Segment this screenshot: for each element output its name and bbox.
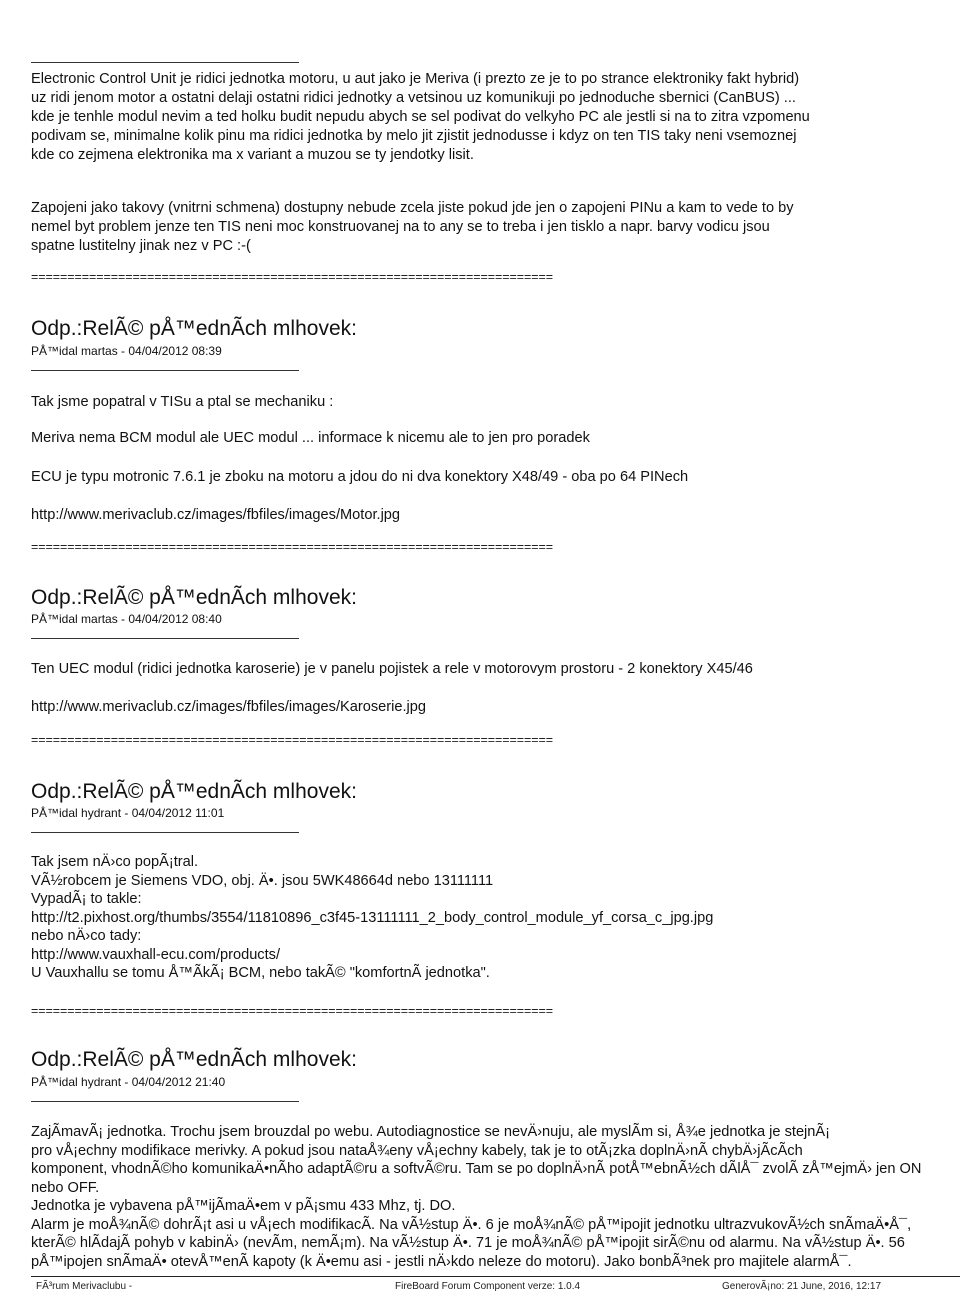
post-body [31, 853, 713, 983]
separator-line: ======================================================================== [31, 270, 553, 284]
text-line: komponent, vhodnÃ©ho komunikaÄ•nÃho adaptÃ©ru a softvÃ©ru. Tam se po doplnÄ›nÃ potÅ™ebnÃ½ch dÃlÅ¯ zvolÃ zÅ™ejmÄ› jen ON [31, 1161, 922, 1177]
text-line: pro vÅ¡echny modifikace merivky. A pokud jsou nataÅ¾eny vÅ¡echny kabely, tak je to otÃ¡zka doplnÄ›nÃ chybÄ›jÃcÃch [31, 1142, 803, 1159]
footer-divider [31, 1276, 960, 1277]
text-line: pÅ™ipojen snÃmaÄ• otevÅ™enÃ kapoty (k Ä•emu asi - jestli nÄ›kdo neleze do motoru). Jako bonbÃ³nek pro majitele alarmÅ¯. [31, 1253, 852, 1270]
divider-line [31, 370, 299, 371]
divider-line [31, 1101, 299, 1102]
text-line: nemel byt problem jenze ten TIS neni moc konstruovanej na to any se to treba i jen tisklo a napr. barvy vodicu jsou [31, 219, 770, 235]
footer-site-name: FÃ³rum Merivaclubu - [36, 1281, 133, 1292]
text-line: Jednotka je vybavena pÅ™ijÃmaÄ•em v pÃ¡smu 433 Mhz, tj. DO. [31, 1198, 456, 1214]
text-line: Tak jsem nÄ›co popÃ¡tral. [31, 854, 199, 870]
text-line: kterÃ© hlÃdajÃ pohyb v kabinÄ› (nevÃm, nemÃ¡m). Na vÃ½stup Ä•. 71 je moÅ¾nÃ© pÅ™ipojit sirÃ©nu od alarmu. Na vÃ½stup Ä•. 56 [31, 1235, 905, 1251]
text-line: kde co zejmena elektronika ma x variant a muzou se ty jendotky lisit. [31, 147, 474, 163]
post-meta: PÅ™idal hydrant - 04/04/2012 11:01 [31, 806, 225, 820]
text-line: nebo nÄ›co tady: [31, 928, 142, 944]
footer-generated: GenerovÃ¡no: 21 June, 2016, 12:17 [722, 1281, 882, 1292]
post-meta: PÅ™idal martas - 04/04/2012 08:40 [31, 612, 222, 626]
post-link[interactable]: http://t2.pixhost.org/thumbs/3554/11810896_c3f45-13111111_2_body_control_module_yf_corsa_c_jpg.jpg [31, 909, 714, 926]
intro-paragraph-2 [31, 199, 794, 256]
text-line: VypadÃ¡ to takle: [31, 891, 142, 907]
post-title: Odp.:RelÃ© pÅ™ednÃch mlhovek: [31, 586, 357, 609]
post-body [31, 1123, 921, 1271]
text-line: Alarm je moÅ¾nÃ© dohrÃ¡t asi u vÅ¡ech modifikacÃ. Na vÃ½stup Ä•. 6 je moÅ¾nÃ© pÅ™ipojit jednotku ultrazvukovÃ½ch snÃmaÄ•Å¯, [31, 1216, 912, 1233]
post-body-line: ECU je typu motronic 7.6.1 je zboku na motoru a jdou do ni dva konektory X48/49 - oba po 64 PINech [31, 469, 689, 485]
intro-paragraph [31, 70, 810, 165]
post-title: Odp.:RelÃ© pÅ™ednÃch mlhovek: [31, 317, 357, 340]
post-body-line: Ten UEC modul (ridici jednotka karoserie) je v panelu pojistek a rele v motorovym prostoru - 2 konektory X45/46 [31, 661, 753, 677]
post-meta: PÅ™idal hydrant - 04/04/2012 21:40 [31, 1075, 226, 1089]
post-link[interactable]: http://www.merivaclub.cz/images/fbfiles/images/Karoserie.jpg [31, 699, 426, 715]
post-meta: PÅ™idal martas - 04/04/2012 08:39 [31, 344, 222, 358]
post-body-line: Tak jsme popatral v TISu a ptal se mechaniku : [31, 394, 334, 410]
text-line: podivam se, minimalne kolik pinu ma ridici jednotka by melo jit zjistit jednodusse i kdyz on ten TIS taky neni vsemoznej [31, 128, 797, 144]
divider-line [31, 62, 299, 63]
text-line: uz ridi jenom motor a ostatni delaji ostatni ridici jednotky a vetsinou uz komunikuji po jednoduche sbernici (CanBUS) ... [31, 90, 796, 106]
post-body-line: Meriva nema BCM modul ale UEC modul ... informace k nicemu ale to jen pro poradek [31, 430, 590, 446]
text-line: kde je tenhle modul nevim a ted holku budit nepudu abych se sel podivat do velkyho PC ale jestli si na to zitra vzpomenu [31, 109, 810, 125]
separator-line: ======================================================================== [31, 1004, 553, 1018]
text-line: Zapojeni jako takovy (vnitrni schmena) dostupny nebude zcela jiste pokud jde jen o zapojeni PINu a kam to vede to by [31, 200, 794, 216]
text-line: VÃ½robcem je Siemens VDO, obj. Ä•. jsou 5WK48664d nebo 13111111 [31, 872, 494, 889]
text-line: ZajÃmavÃ¡ jednotka. Trochu jsem brouzdal po webu. Autodiagnostice se nevÄ›nuju, ale myslÃm si, Å¾e jednotka je stejnÃ¡ [31, 1124, 831, 1140]
text-line: spatne lustitelny jinak nez v PC :-( [31, 238, 251, 254]
post-link[interactable]: http://www.merivaclub.cz/images/fbfiles/images/Motor.jpg [31, 507, 401, 523]
text-line: Electronic Control Unit je ridici jednotka motoru, u aut jako je Meriva (i prezto ze je to po strance elektroniky fakt hybrid) [31, 71, 800, 87]
text-line: U Vauxhallu se tomu Å™ÃkÃ¡ BCM, nebo takÃ© "komfortnÃ jednotka". [31, 965, 490, 981]
text-line: nebo OFF. [31, 1179, 100, 1196]
post-title: Odp.:RelÃ© pÅ™ednÃch mlhovek: [31, 780, 357, 803]
divider-line [31, 638, 299, 639]
post-title: Odp.:RelÃ© pÅ™ednÃch mlhovek: [31, 1048, 357, 1071]
divider-line [31, 832, 299, 833]
separator-line: ======================================================================== [31, 540, 553, 554]
separator-line: ======================================================================== [31, 733, 553, 747]
footer-component: FireBoard Forum Component verze: 1.0.4 [395, 1281, 581, 1292]
post-link[interactable]: http://www.vauxhall-ecu.com/products/ [31, 946, 281, 963]
